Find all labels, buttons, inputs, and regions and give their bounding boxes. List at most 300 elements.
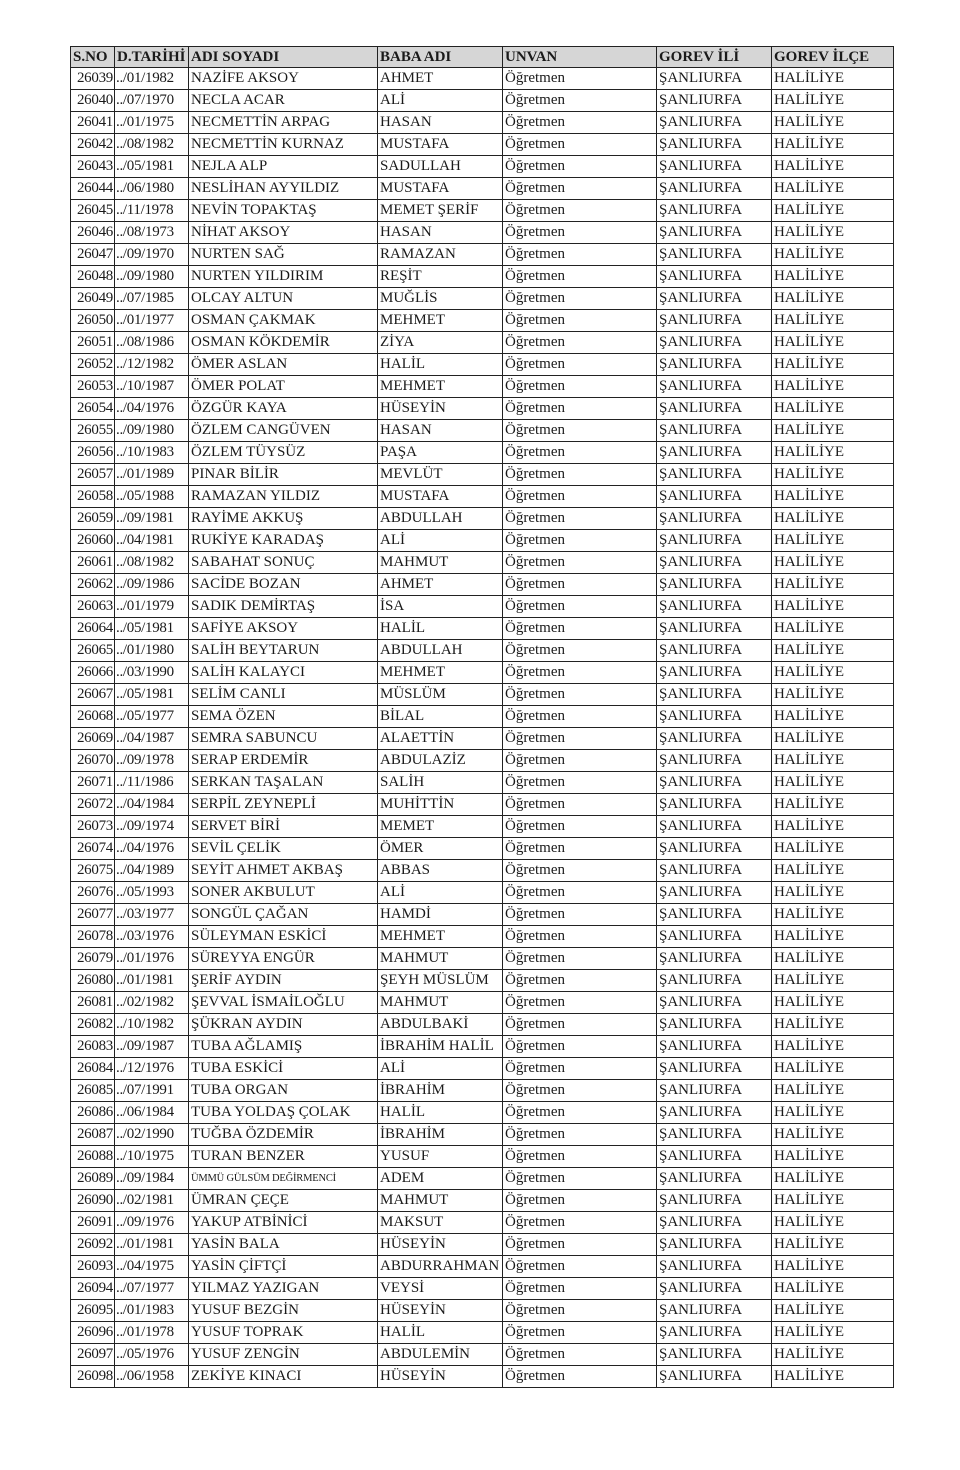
title-cell: Öğretmen (503, 794, 657, 816)
sno-cell: 26042 (71, 134, 115, 156)
title-cell: Öğretmen (503, 442, 657, 464)
father-name-cell: ABDURRAHMAN (378, 1256, 503, 1278)
father-name-cell: SALİH (378, 772, 503, 794)
full-name-cell: YASİN ÇİFTÇİ (189, 1256, 378, 1278)
district-cell: HALİLİYE (772, 1014, 894, 1036)
district-cell: HALİLİYE (772, 552, 894, 574)
sno-cell: 26068 (71, 706, 115, 728)
table-row (71, 1124, 894, 1146)
sno-cell: 26085 (71, 1080, 115, 1102)
table-row (71, 794, 894, 816)
province-cell: ŞANLIURFA (657, 1014, 772, 1036)
father-name-cell: MAHMUT (378, 992, 503, 1014)
full-name-cell: SERKAN TAŞALAN (189, 772, 378, 794)
title-cell: Öğretmen (503, 1212, 657, 1234)
full-name-cell: ŞEVVAL İSMAİLOĞLU (189, 992, 378, 1014)
table-row (71, 244, 894, 266)
father-name-cell: MEMET (378, 816, 503, 838)
birth-date-cell: ../09/1987 (115, 1036, 189, 1058)
province-cell: ŞANLIURFA (657, 420, 772, 442)
full-name-cell: ÖZGÜR KAYA (189, 398, 378, 420)
father-name-cell: İBRAHİM HALİL (378, 1036, 503, 1058)
province-cell: ŞANLIURFA (657, 530, 772, 552)
table-row (71, 1234, 894, 1256)
full-name-cell: YUSUF ZENGİN (189, 1344, 378, 1366)
district-cell: HALİLİYE (772, 1300, 894, 1322)
title-cell: Öğretmen (503, 244, 657, 266)
birth-date-cell: ../02/1990 (115, 1124, 189, 1146)
father-name-cell: HALİL (378, 1322, 503, 1344)
title-cell: Öğretmen (503, 112, 657, 134)
district-cell: HALİLİYE (772, 948, 894, 970)
father-name-cell: MUSTAFA (378, 134, 503, 156)
birth-date-cell: ../11/1978 (115, 200, 189, 222)
title-cell: Öğretmen (503, 904, 657, 926)
father-name-cell: VEYSİ (378, 1278, 503, 1300)
district-cell: HALİLİYE (772, 486, 894, 508)
sno-cell: 26082 (71, 1014, 115, 1036)
father-name-cell: ŞEYH MÜSLÜM (378, 970, 503, 992)
father-name-cell: HÜSEYİN (378, 1234, 503, 1256)
sno-cell: 26043 (71, 156, 115, 178)
sno-cell: 26081 (71, 992, 115, 1014)
province-cell: ŞANLIURFA (657, 464, 772, 486)
table-row (71, 728, 894, 750)
district-cell: HALİLİYE (772, 860, 894, 882)
title-cell: Öğretmen (503, 574, 657, 596)
birth-date-cell: ../01/1983 (115, 1300, 189, 1322)
title-cell: Öğretmen (503, 1366, 657, 1388)
province-cell: ŞANLIURFA (657, 1366, 772, 1388)
title-cell: Öğretmen (503, 860, 657, 882)
father-name-cell: ABDULEMİN (378, 1344, 503, 1366)
province-cell: ŞANLIURFA (657, 1102, 772, 1124)
header-sno: S.NO (71, 47, 115, 68)
birth-date-cell: ../04/1989 (115, 860, 189, 882)
province-cell: ŞANLIURFA (657, 1058, 772, 1080)
table-row (71, 332, 894, 354)
title-cell: Öğretmen (503, 816, 657, 838)
sno-cell: 26061 (71, 552, 115, 574)
province-cell: ŞANLIURFA (657, 266, 772, 288)
birth-date-cell: ../12/1976 (115, 1058, 189, 1080)
birth-date-cell: ../12/1982 (115, 354, 189, 376)
father-name-cell: MAHMUT (378, 948, 503, 970)
full-name-cell: TUBA YOLDAŞ ÇOLAK (189, 1102, 378, 1124)
full-name-cell: YASİN BALA (189, 1234, 378, 1256)
father-name-cell: AHMET (378, 574, 503, 596)
table-row (71, 1366, 894, 1388)
table-row (71, 970, 894, 992)
district-cell: HALİLİYE (772, 112, 894, 134)
province-cell: ŞANLIURFA (657, 332, 772, 354)
full-name-cell: ŞERİF AYDIN (189, 970, 378, 992)
district-cell: HALİLİYE (772, 354, 894, 376)
full-name-cell: NESLİHAN AYYILDIZ (189, 178, 378, 200)
full-name-cell: SEMRA SABUNCU (189, 728, 378, 750)
birth-date-cell: ../08/1973 (115, 222, 189, 244)
sno-cell: 26048 (71, 266, 115, 288)
table-row (71, 750, 894, 772)
title-cell: Öğretmen (503, 266, 657, 288)
title-cell: Öğretmen (503, 420, 657, 442)
full-name-cell: SONGÜL ÇAĞAN (189, 904, 378, 926)
title-cell: Öğretmen (503, 200, 657, 222)
district-cell: HALİLİYE (772, 90, 894, 112)
sno-cell: 26097 (71, 1344, 115, 1366)
title-cell: Öğretmen (503, 1080, 657, 1102)
province-cell: ŞANLIURFA (657, 1168, 772, 1190)
father-name-cell: HÜSEYİN (378, 1366, 503, 1388)
table-row (71, 992, 894, 1014)
father-name-cell: MUSTAFA (378, 178, 503, 200)
table-row (71, 882, 894, 904)
sno-cell: 26049 (71, 288, 115, 310)
sno-cell: 26095 (71, 1300, 115, 1322)
father-name-cell: MUĞLİS (378, 288, 503, 310)
sno-cell: 26090 (71, 1190, 115, 1212)
father-name-cell: HAMDİ (378, 904, 503, 926)
father-name-cell: ALİ (378, 530, 503, 552)
table-row (71, 1146, 894, 1168)
full-name-cell: PINAR BİLİR (189, 464, 378, 486)
district-cell: HALİLİYE (772, 1256, 894, 1278)
title-cell: Öğretmen (503, 662, 657, 684)
sno-cell: 26088 (71, 1146, 115, 1168)
father-name-cell: MAHMUT (378, 1190, 503, 1212)
table-row (71, 926, 894, 948)
province-cell: ŞANLIURFA (657, 618, 772, 640)
full-name-cell: TUBA AĞLAMIŞ (189, 1036, 378, 1058)
title-cell: Öğretmen (503, 178, 657, 200)
header-province: GOREV İLİ (657, 47, 772, 68)
table-row (71, 772, 894, 794)
province-cell: ŞANLIURFA (657, 772, 772, 794)
sno-cell: 26065 (71, 640, 115, 662)
birth-date-cell: ../01/1980 (115, 640, 189, 662)
title-cell: Öğretmen (503, 728, 657, 750)
province-cell: ŞANLIURFA (657, 508, 772, 530)
province-cell: ŞANLIURFA (657, 288, 772, 310)
table-row (71, 618, 894, 640)
father-name-cell: ABDULBAKİ (378, 1014, 503, 1036)
table-row (71, 376, 894, 398)
full-name-cell: SERAP ERDEMİR (189, 750, 378, 772)
province-cell: ŞANLIURFA (657, 1300, 772, 1322)
title-cell: Öğretmen (503, 90, 657, 112)
district-cell: HALİLİYE (772, 1190, 894, 1212)
title-cell: Öğretmen (503, 1036, 657, 1058)
title-cell: Öğretmen (503, 618, 657, 640)
district-cell: HALİLİYE (772, 530, 894, 552)
province-cell: ŞANLIURFA (657, 728, 772, 750)
birth-date-cell: ../09/1984 (115, 1168, 189, 1190)
sno-cell: 26092 (71, 1234, 115, 1256)
father-name-cell: MUSTAFA (378, 486, 503, 508)
table-row (71, 640, 894, 662)
birth-date-cell: ../01/1982 (115, 68, 189, 90)
table-row (71, 200, 894, 222)
full-name-cell: SALİH BEYTARUN (189, 640, 378, 662)
title-cell: Öğretmen (503, 332, 657, 354)
table-row (71, 112, 894, 134)
full-name-cell: NECLA ACAR (189, 90, 378, 112)
personnel-table (70, 46, 894, 1388)
table-row (71, 508, 894, 530)
birth-date-cell: ../09/1976 (115, 1212, 189, 1234)
province-cell: ŞANLIURFA (657, 1256, 772, 1278)
sno-cell: 26059 (71, 508, 115, 530)
sno-cell: 26074 (71, 838, 115, 860)
province-cell: ŞANLIURFA (657, 860, 772, 882)
province-cell: ŞANLIURFA (657, 750, 772, 772)
district-cell: HALİLİYE (772, 970, 894, 992)
full-name-cell: SONER AKBULUT (189, 882, 378, 904)
district-cell: HALİLİYE (772, 508, 894, 530)
sno-cell: 26084 (71, 1058, 115, 1080)
province-cell: ŞANLIURFA (657, 1146, 772, 1168)
birth-date-cell: ../01/1978 (115, 1322, 189, 1344)
full-name-cell: NECMETTİN KURNAZ (189, 134, 378, 156)
province-cell: ŞANLIURFA (657, 970, 772, 992)
province-cell: ŞANLIURFA (657, 662, 772, 684)
sno-cell: 26057 (71, 464, 115, 486)
district-cell: HALİLİYE (772, 1080, 894, 1102)
title-cell: Öğretmen (503, 706, 657, 728)
table-row (71, 838, 894, 860)
sno-cell: 26062 (71, 574, 115, 596)
province-cell: ŞANLIURFA (657, 992, 772, 1014)
birth-date-cell: ../09/1981 (115, 508, 189, 530)
father-name-cell: ALİ (378, 882, 503, 904)
table-row (71, 486, 894, 508)
province-cell: ŞANLIURFA (657, 684, 772, 706)
sno-cell: 26055 (71, 420, 115, 442)
title-cell: Öğretmen (503, 530, 657, 552)
birth-date-cell: ../09/1980 (115, 266, 189, 288)
full-name-cell: YAKUP ATBİNİCİ (189, 1212, 378, 1234)
district-cell: HALİLİYE (772, 178, 894, 200)
father-name-cell: ALİ (378, 1058, 503, 1080)
sno-cell: 26058 (71, 486, 115, 508)
full-name-cell: ZEKİYE KINACI (189, 1366, 378, 1388)
table-row (71, 860, 894, 882)
birth-date-cell: ../05/1993 (115, 882, 189, 904)
birth-date-cell: ../10/1983 (115, 442, 189, 464)
title-cell: Öğretmen (503, 288, 657, 310)
full-name-cell: NURTEN YILDIRIM (189, 266, 378, 288)
province-cell: ŞANLIURFA (657, 1036, 772, 1058)
full-name-cell: YUSUF BEZGİN (189, 1300, 378, 1322)
father-name-cell: ALİ (378, 90, 503, 112)
district-cell: HALİLİYE (772, 794, 894, 816)
father-name-cell: BİLAL (378, 706, 503, 728)
birth-date-cell: ../06/1984 (115, 1102, 189, 1124)
title-cell: Öğretmen (503, 1014, 657, 1036)
province-cell: ŞANLIURFA (657, 1212, 772, 1234)
full-name-cell: SABAHAT SONUÇ (189, 552, 378, 574)
father-name-cell: MEHMET (378, 926, 503, 948)
title-cell: Öğretmen (503, 926, 657, 948)
table-row (71, 1080, 894, 1102)
full-name-cell: RUKİYE KARADAŞ (189, 530, 378, 552)
full-name-cell: TUBA ORGAN (189, 1080, 378, 1102)
district-cell: HALİLİYE (772, 1212, 894, 1234)
province-cell: ŞANLIURFA (657, 816, 772, 838)
table-row (71, 1256, 894, 1278)
birth-date-cell: ../01/1975 (115, 112, 189, 134)
full-name-cell: NAZİFE AKSOY (189, 68, 378, 90)
sno-cell: 26077 (71, 904, 115, 926)
full-name-cell: NURTEN SAĞ (189, 244, 378, 266)
full-name-cell: SELİM CANLI (189, 684, 378, 706)
birth-date-cell: ../01/1976 (115, 948, 189, 970)
title-cell: Öğretmen (503, 640, 657, 662)
birth-date-cell: ../03/1976 (115, 926, 189, 948)
header-father-name: BABA ADI (378, 47, 503, 68)
birth-date-cell: ../10/1982 (115, 1014, 189, 1036)
district-cell: HALİLİYE (772, 1366, 894, 1388)
province-cell: ŞANLIURFA (657, 486, 772, 508)
table-row (71, 442, 894, 464)
district-cell: HALİLİYE (772, 574, 894, 596)
province-cell: ŞANLIURFA (657, 112, 772, 134)
district-cell: HALİLİYE (772, 200, 894, 222)
table-row (71, 948, 894, 970)
full-name-cell: ÜMRAN ÇEÇE (189, 1190, 378, 1212)
full-name-cell: ÖZLEM CANGÜVEN (189, 420, 378, 442)
birth-date-cell: ../01/1981 (115, 1234, 189, 1256)
birth-date-cell: ../04/1975 (115, 1256, 189, 1278)
district-cell: HALİLİYE (772, 640, 894, 662)
birth-date-cell: ../01/1977 (115, 310, 189, 332)
birth-date-cell: ../01/1981 (115, 970, 189, 992)
title-cell: Öğretmen (503, 882, 657, 904)
district-cell: HALİLİYE (772, 662, 894, 684)
district-cell: HALİLİYE (772, 684, 894, 706)
full-name-cell: SERVET BİRİ (189, 816, 378, 838)
title-cell: Öğretmen (503, 1168, 657, 1190)
full-name-cell: ÜMMÜ GÜLSÜM DEĞİRMENCİ (189, 1168, 378, 1190)
full-name-cell: RAMAZAN YILDIZ (189, 486, 378, 508)
full-name-cell: OLCAY ALTUN (189, 288, 378, 310)
full-name-cell: SÜLEYMAN ESKİCİ (189, 926, 378, 948)
title-cell: Öğretmen (503, 134, 657, 156)
district-cell: HALİLİYE (772, 926, 894, 948)
father-name-cell: HÜSEYİN (378, 1300, 503, 1322)
full-name-cell: SEVİL ÇELİK (189, 838, 378, 860)
birth-date-cell: ../04/1987 (115, 728, 189, 750)
table-header (71, 47, 894, 68)
father-name-cell: REŞİT (378, 266, 503, 288)
sno-cell: 26080 (71, 970, 115, 992)
title-cell: Öğretmen (503, 992, 657, 1014)
sno-cell: 26098 (71, 1366, 115, 1388)
birth-date-cell: ../05/1981 (115, 618, 189, 640)
title-cell: Öğretmen (503, 1256, 657, 1278)
sno-cell: 26066 (71, 662, 115, 684)
table-row (71, 288, 894, 310)
province-cell: ŞANLIURFA (657, 156, 772, 178)
full-name-cell: TUĞBA ÖZDEMİR (189, 1124, 378, 1146)
sno-cell: 26060 (71, 530, 115, 552)
table-row (71, 904, 894, 926)
table-row (71, 156, 894, 178)
birth-date-cell: ../03/1990 (115, 662, 189, 684)
sno-cell: 26051 (71, 332, 115, 354)
district-cell: HALİLİYE (772, 1322, 894, 1344)
table-row (71, 1036, 894, 1058)
district-cell: HALİLİYE (772, 816, 894, 838)
title-cell: Öğretmen (503, 1058, 657, 1080)
father-name-cell: ALAETTİN (378, 728, 503, 750)
father-name-cell: PAŞA (378, 442, 503, 464)
father-name-cell: ADEM (378, 1168, 503, 1190)
sno-cell: 26083 (71, 1036, 115, 1058)
title-cell: Öğretmen (503, 838, 657, 860)
title-cell: Öğretmen (503, 354, 657, 376)
province-cell: ŞANLIURFA (657, 376, 772, 398)
sno-cell: 26047 (71, 244, 115, 266)
full-name-cell: ÖZLEM TÜYSÜZ (189, 442, 378, 464)
table-row (71, 134, 894, 156)
sno-cell: 26076 (71, 882, 115, 904)
full-name-cell: ÖMER ASLAN (189, 354, 378, 376)
father-name-cell: HALİL (378, 1102, 503, 1124)
birth-date-cell: ../06/1958 (115, 1366, 189, 1388)
sno-cell: 26063 (71, 596, 115, 618)
birth-date-cell: ../09/1986 (115, 574, 189, 596)
header-district: GOREV İLÇE (772, 47, 894, 68)
birth-date-cell: ../05/1977 (115, 706, 189, 728)
table-row (71, 552, 894, 574)
birth-date-cell: ../05/1976 (115, 1344, 189, 1366)
sno-cell: 26072 (71, 794, 115, 816)
title-cell: Öğretmen (503, 156, 657, 178)
father-name-cell: HÜSEYİN (378, 398, 503, 420)
table-row (71, 222, 894, 244)
full-name-cell: ÖMER POLAT (189, 376, 378, 398)
table-row (71, 1014, 894, 1036)
table-row (71, 420, 894, 442)
full-name-cell: SEMA ÖZEN (189, 706, 378, 728)
full-name-cell: NEVİN TOPAKTAŞ (189, 200, 378, 222)
province-cell: ŞANLIURFA (657, 442, 772, 464)
father-name-cell: MEHMET (378, 310, 503, 332)
full-name-cell: TUBA ESKİCİ (189, 1058, 378, 1080)
district-cell: HALİLİYE (772, 596, 894, 618)
province-cell: ŞANLIURFA (657, 244, 772, 266)
father-name-cell: İSA (378, 596, 503, 618)
title-cell: Öğretmen (503, 1278, 657, 1300)
province-cell: ŞANLIURFA (657, 838, 772, 860)
full-name-cell: SÜREYYA ENGÜR (189, 948, 378, 970)
father-name-cell: HASAN (378, 112, 503, 134)
district-cell: HALİLİYE (772, 772, 894, 794)
table-body (71, 68, 894, 1388)
birth-date-cell: ../09/1974 (115, 816, 189, 838)
district-cell: HALİLİYE (772, 266, 894, 288)
father-name-cell: MAKSUT (378, 1212, 503, 1234)
district-cell: HALİLİYE (772, 706, 894, 728)
sno-cell: 26071 (71, 772, 115, 794)
sno-cell: 26096 (71, 1322, 115, 1344)
birth-date-cell: ../04/1984 (115, 794, 189, 816)
sno-cell: 26078 (71, 926, 115, 948)
table-row (71, 706, 894, 728)
district-cell: HALİLİYE (772, 244, 894, 266)
sno-cell: 26053 (71, 376, 115, 398)
